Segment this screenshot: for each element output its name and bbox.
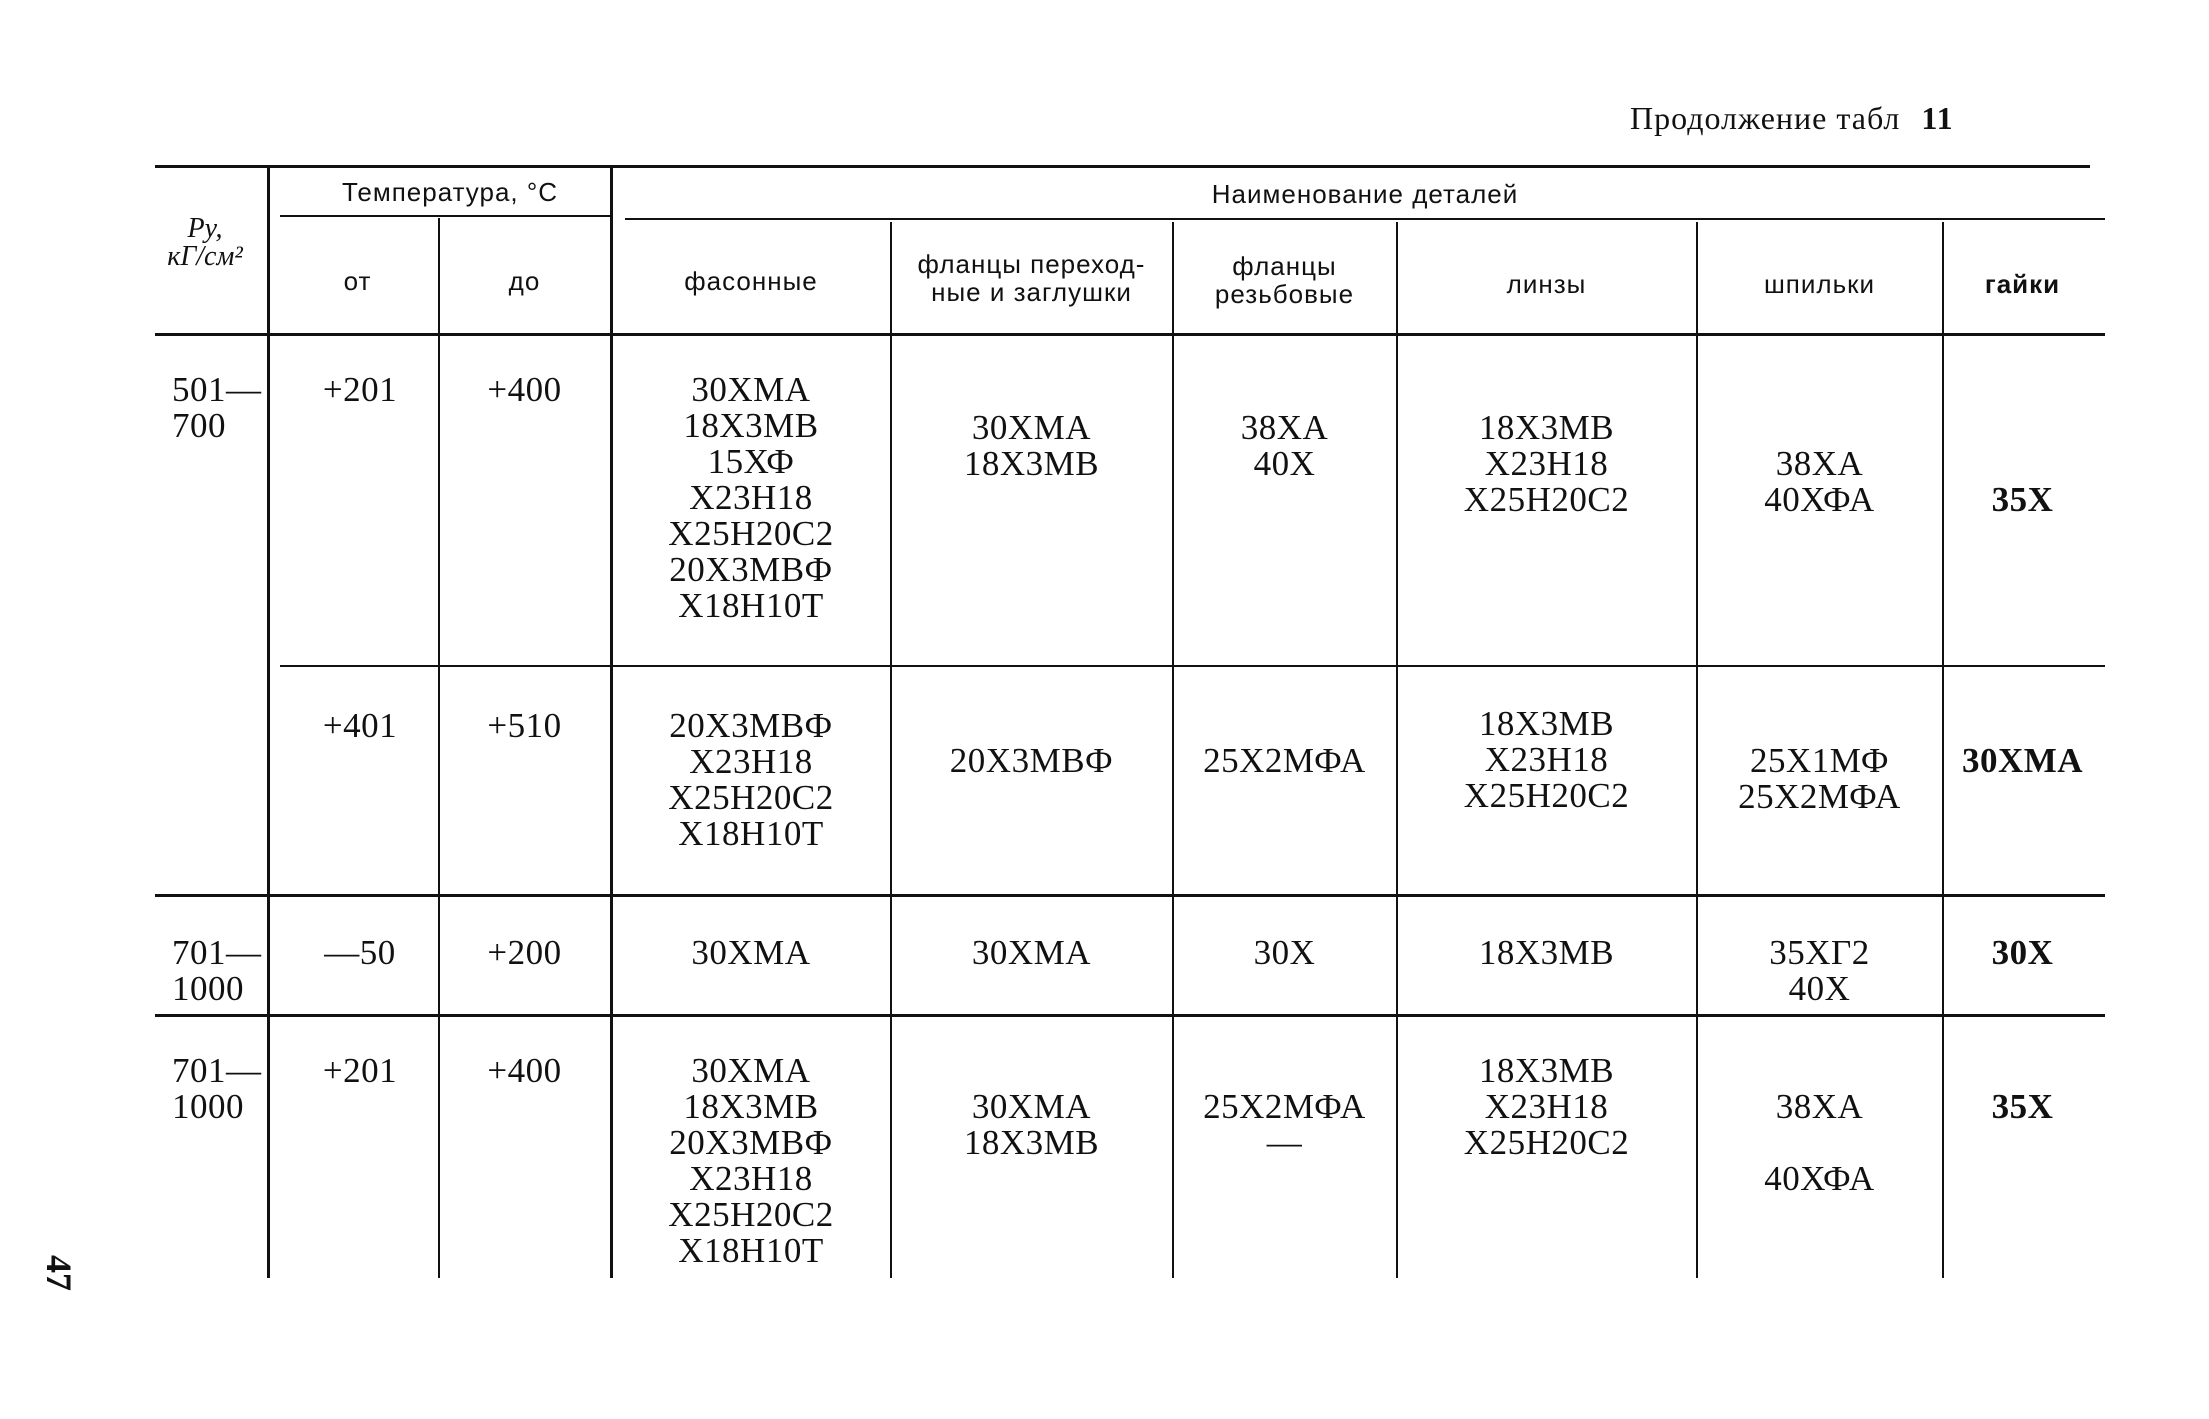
- table-caption: [1630, 100, 1954, 137]
- nuts-cell: 30ХМА: [1961, 741, 2084, 780]
- lenses-cell: 18Х3МВ Х23Н18 Х25Н20С2: [1463, 1051, 1630, 1162]
- temp-underline: [280, 215, 610, 217]
- vline-py: [267, 168, 270, 1278]
- studs-cell: 38ХА 40ХФА: [1764, 444, 1875, 519]
- flanges-thread-cell: 30Х: [1253, 933, 1316, 972]
- from-cell: +201: [322, 1051, 398, 1090]
- caption-text: Продолжение табл: [1630, 100, 1901, 136]
- studs-cell: 25Х1МФ 25Х2МФА: [1738, 741, 1901, 816]
- vline-lenses: [1696, 222, 1698, 1278]
- py-unit: кГ/см²: [167, 241, 243, 272]
- flanges-thread-cell: 25Х2МФА: [1203, 741, 1366, 780]
- nuts-cell: 35Х: [1991, 480, 2054, 519]
- page-number: 47: [39, 1255, 79, 1291]
- shaped-cell: 20Х3МВФ Х23Н18 Х25Н20С2 Х18Н10Т: [668, 706, 834, 853]
- to-cell: +510: [487, 706, 562, 745]
- studs-cell: 38ХА 40ХФА: [1764, 1087, 1875, 1198]
- to-cell: +200: [487, 933, 562, 972]
- flanges-trans-cell: 20Х3МВФ: [949, 741, 1114, 780]
- lenses-cell: 18Х3МВ Х23Н18 Х25Н20С2: [1463, 408, 1630, 519]
- to-cell: +400: [487, 1051, 562, 1090]
- from-cell: —50: [324, 933, 396, 972]
- lenses-cell: 18Х3МВ: [1478, 933, 1615, 972]
- flanges-trans-cell: 30ХМА 18Х3МВ: [963, 408, 1100, 483]
- flanges-thread-cell: 25Х2МФА —: [1203, 1087, 1366, 1162]
- nuts-cell: 35Х: [1991, 1087, 2054, 1126]
- flanges-trans-cell: 30ХМА 18Х3МВ: [963, 1087, 1100, 1162]
- group3-rule: [155, 1014, 2105, 1017]
- col-flanges-trans-header: фланцы переход- ные и заглушки: [917, 249, 1146, 307]
- nuts-cell: 30Х: [1991, 933, 2054, 972]
- row1-divider: [280, 665, 2105, 667]
- py-cell: 501— 700: [172, 370, 262, 445]
- flanges-trans-cell: 30ХМА: [971, 933, 1092, 972]
- flanges-thread-cell: 38ХА 40Х: [1240, 408, 1329, 483]
- vline-to: [610, 168, 613, 1278]
- col-flanges-thread-header: фланцы резьбовые: [1214, 251, 1355, 309]
- vline-flanges-trans: [1172, 222, 1174, 1278]
- vline-shaped: [890, 222, 892, 1278]
- parts-underline: [625, 218, 2105, 220]
- from-cell: +401: [322, 706, 398, 745]
- from-header: от: [343, 266, 372, 296]
- group2-rule: [155, 894, 2105, 897]
- col-shaped-header: фасонные: [684, 266, 818, 296]
- to-cell: +400: [487, 370, 562, 409]
- vline-studs: [1942, 222, 1944, 1278]
- lenses-cell: 18Х3МВ Х23Н18 Х25Н20С2: [1463, 704, 1630, 815]
- header-bottom-rule: [155, 333, 2105, 336]
- temperature-header: Температура, °C: [341, 177, 559, 207]
- from-cell: +201: [322, 370, 398, 409]
- py-header: [150, 215, 260, 271]
- py-symbol: Py,: [187, 213, 223, 244]
- caption-number: 11: [1921, 100, 1954, 136]
- py-cell: 701— 1000: [172, 1051, 262, 1126]
- vline-flanges-thread: [1396, 222, 1398, 1278]
- col-nuts-header: гайки: [1984, 269, 2061, 299]
- col-studs-header: шпильки: [1763, 269, 1876, 299]
- shaped-cell: 30ХМА: [691, 933, 811, 972]
- studs-cell: 35ХГ2 40Х: [1769, 933, 1870, 1008]
- shaped-cell: 30ХМА 18Х3МВ 20Х3МВФ Х23Н18 Х25Н20С2 Х18Н10Т: [668, 1051, 834, 1270]
- parts-name-header: Наименование деталей: [1211, 179, 1519, 209]
- top-rule: [155, 165, 2090, 168]
- py-cell: 701— 1000: [172, 933, 262, 1008]
- shaped-cell: 30ХМА 18Х3МВ 15ХФ Х23Н18 Х25Н20С2 20Х3МВФ Х18Н10Т: [668, 370, 834, 625]
- to-header: до: [508, 266, 541, 296]
- col-lenses-header: линзы: [1506, 269, 1587, 299]
- vline-from: [438, 218, 440, 1278]
